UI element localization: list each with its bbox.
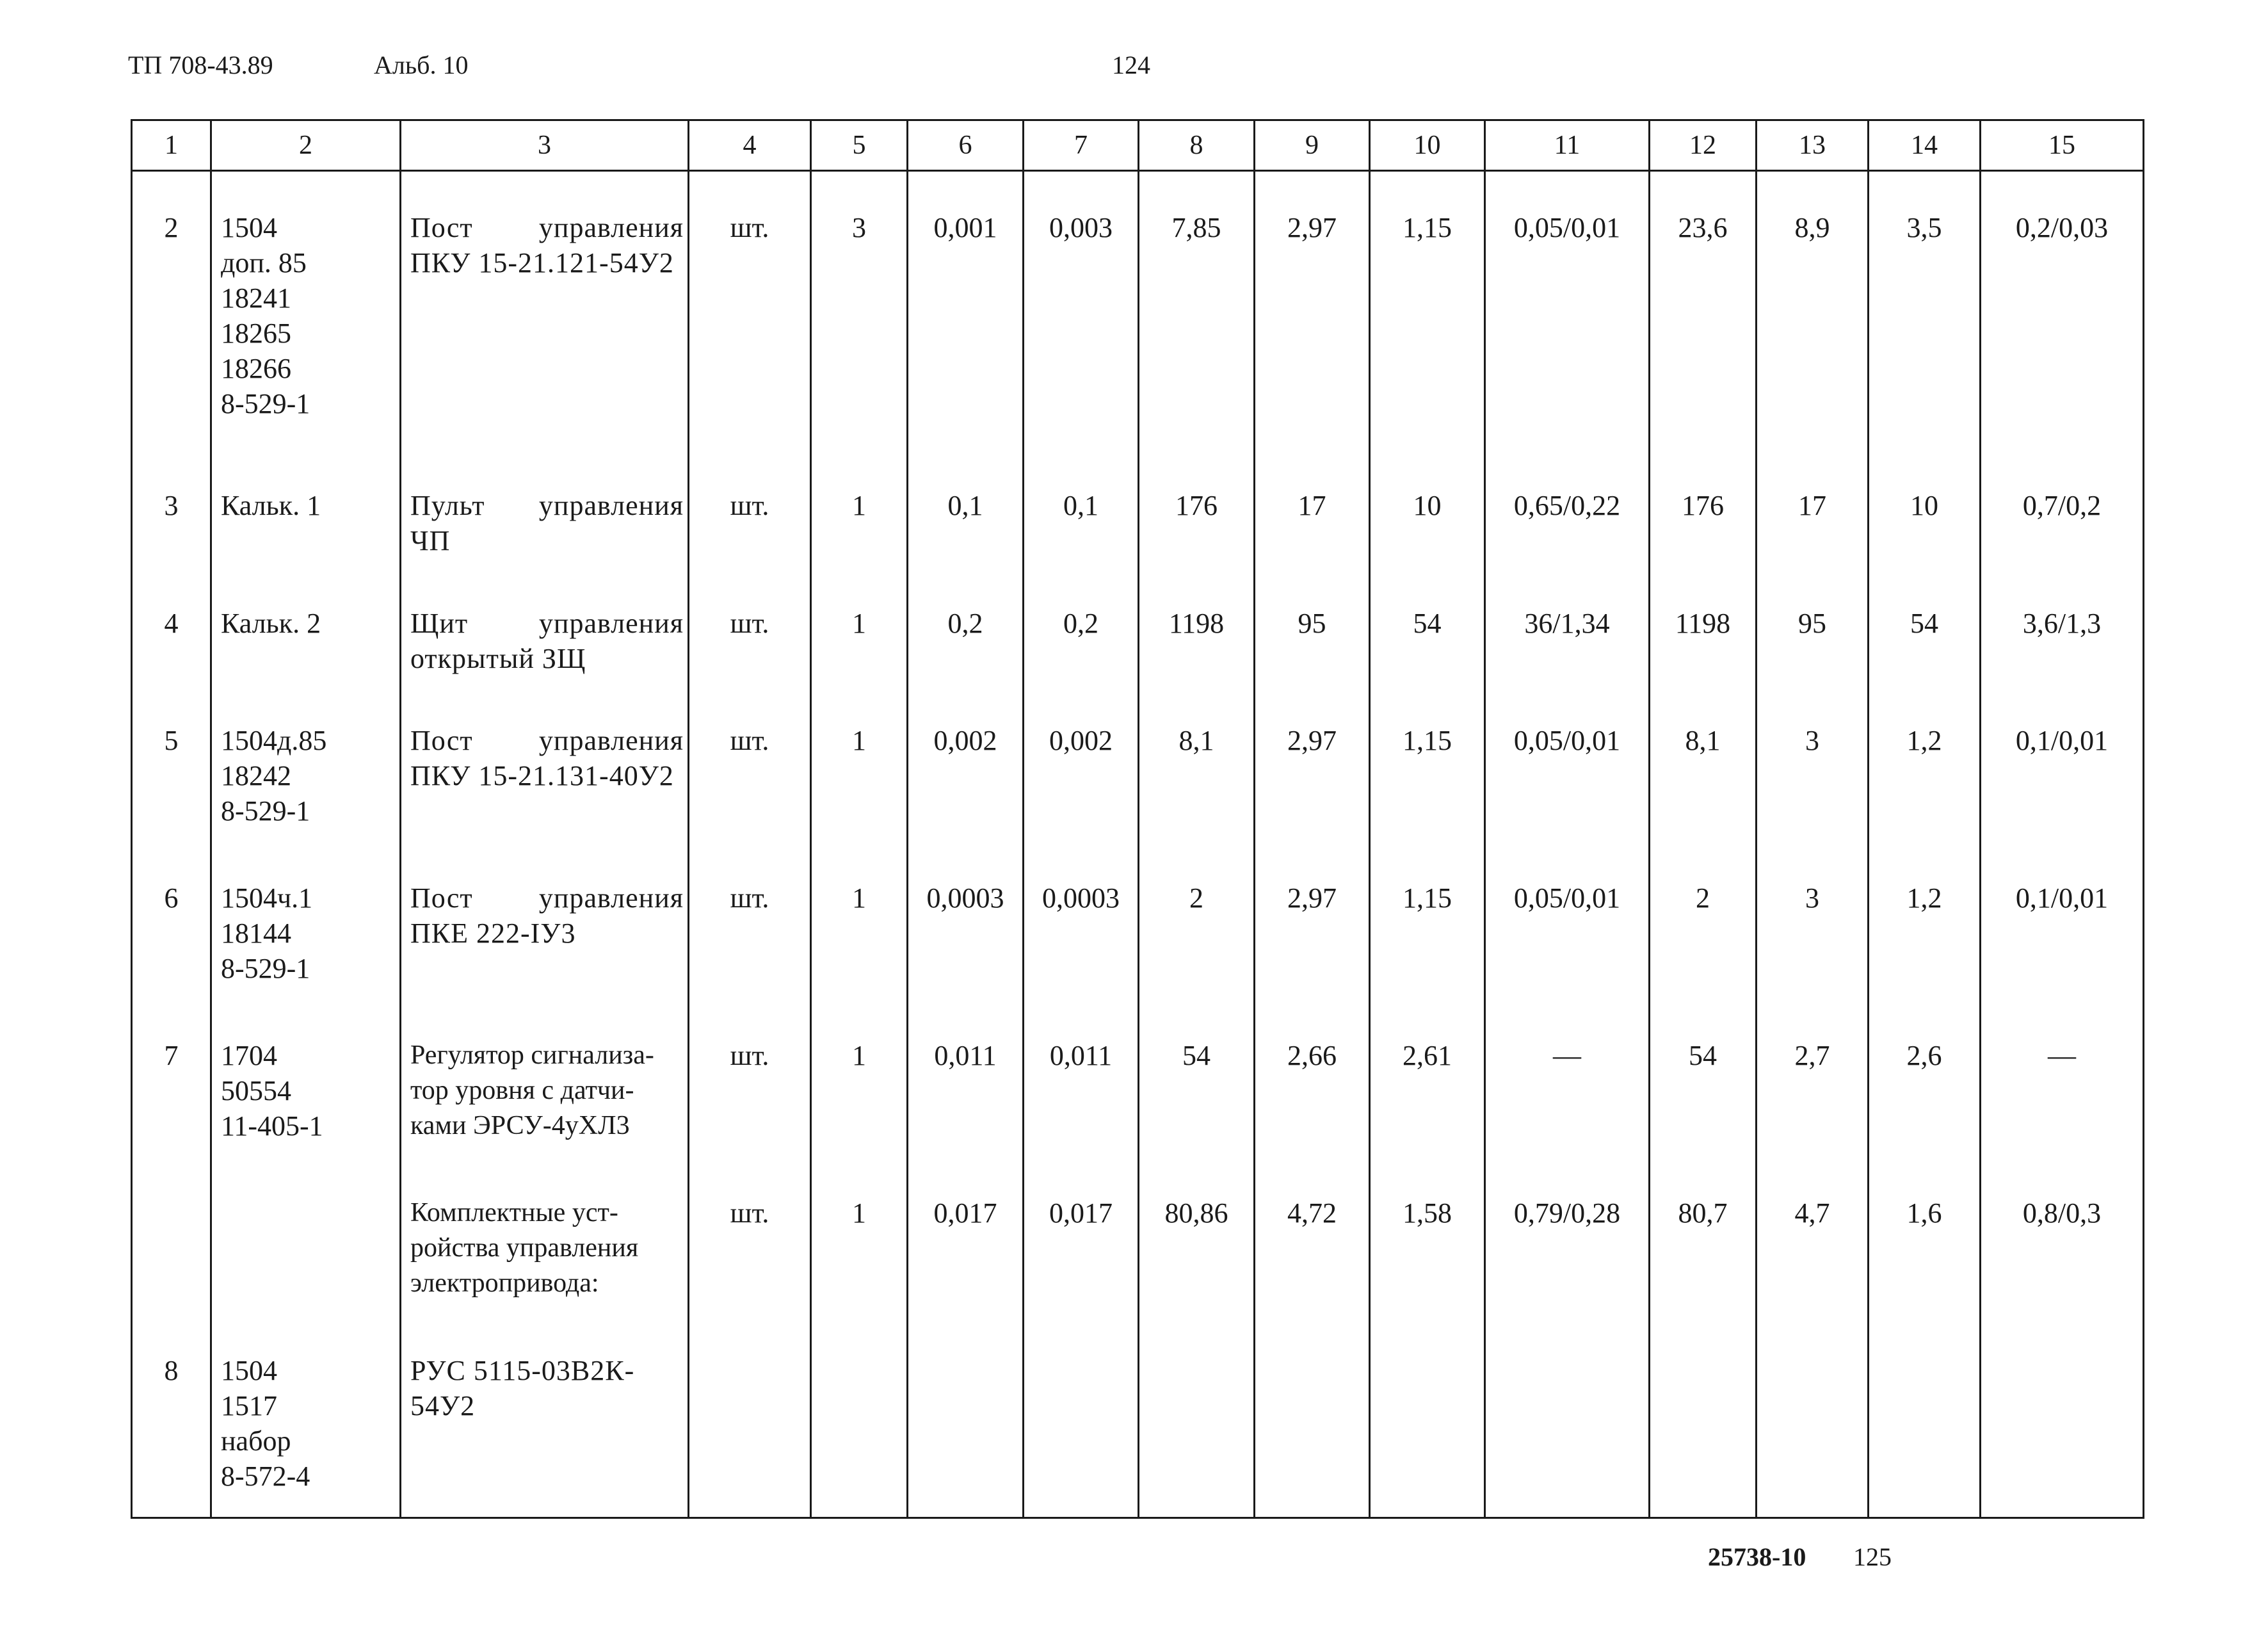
item-name: Пост управления ПКУ 15-21.131-40У2 (401, 690, 689, 847)
value-col13: 3 (1757, 690, 1869, 847)
value-col11 (1485, 1320, 1650, 1517)
page-number-top: 124 (1112, 51, 1150, 79)
value-col9: 2,97 (1255, 171, 1370, 455)
value-col8: 80,86 (1139, 1162, 1255, 1320)
value-col10: 10 (1370, 455, 1485, 572)
value-col8: 7,85 (1139, 171, 1255, 455)
value-col12: 80,7 (1650, 1162, 1757, 1320)
value-col13: 4,7 (1757, 1162, 1869, 1320)
value-col12 (1650, 1320, 1757, 1517)
item-name: Щит управления открытый ЗЩ (401, 572, 689, 690)
item-number: 6 (132, 847, 211, 1005)
value-col6: 0,0003 (908, 847, 1024, 1005)
value-col10: 1,15 (1370, 847, 1485, 1005)
item-number: 4 (132, 572, 211, 690)
reference (211, 1162, 401, 1320)
value-col6: 0,011 (908, 1005, 1024, 1162)
value-col6: 0,1 (908, 455, 1024, 572)
value-col13 (1757, 1320, 1869, 1517)
value-col7: 0,003 (1024, 171, 1139, 455)
value-col6: 0,2 (908, 572, 1024, 690)
value-col8: 2 (1139, 847, 1255, 1005)
value-col7: 0,011 (1024, 1005, 1139, 1162)
reference: 1704 50554 11-405-1 (211, 1005, 401, 1162)
value-col8: 1198 (1139, 572, 1255, 690)
value-col14: 54 (1869, 572, 1981, 690)
value-col7: 0,017 (1024, 1162, 1139, 1320)
reference: Кальк. 1 (211, 455, 401, 572)
column-header: 7 (1024, 120, 1139, 171)
quantity: 1 (811, 690, 908, 847)
value-col8 (1139, 1320, 1255, 1517)
reference: 1504ч.1 18144 8-529-1 (211, 847, 401, 1005)
value-col14 (1869, 1320, 1981, 1517)
unit: шт. (689, 1005, 811, 1162)
value-col10: 2,61 (1370, 1005, 1485, 1162)
column-header: 8 (1139, 120, 1255, 171)
value-col7: 0,0003 (1024, 847, 1139, 1005)
value-col6: 0,001 (908, 171, 1024, 455)
value-col12: 2 (1650, 847, 1757, 1005)
value-col15: 0,1/0,01 (1981, 847, 2144, 1005)
value-col9: 2,97 (1255, 847, 1370, 1005)
page-number-bottom: 125 (1853, 1542, 1892, 1571)
value-col15: 3,6/1,3 (1981, 572, 2144, 690)
value-col12: 54 (1650, 1005, 1757, 1162)
value-col15: 0,2/0,03 (1981, 171, 2144, 455)
value-col8: 54 (1139, 1005, 1255, 1162)
value-col12: 8,1 (1650, 690, 1757, 847)
unit: шт. (689, 690, 811, 847)
value-col14: 10 (1869, 455, 1981, 572)
item-name: Комплектные уст- ройства управления электропривода: (401, 1162, 689, 1320)
value-col11: 0,65/0,22 (1485, 455, 1650, 572)
document-code: ТП 708-43.89 (128, 51, 273, 79)
value-col13: 3 (1757, 847, 1869, 1005)
value-col14: 1,2 (1869, 690, 1981, 847)
column-header: 11 (1485, 120, 1650, 171)
unit: шт. (689, 1162, 811, 1320)
table-row (132, 455, 2144, 572)
value-col14: 2,6 (1869, 1005, 1981, 1162)
value-col7: 0,1 (1024, 455, 1139, 572)
value-col14: 1,6 (1869, 1162, 1981, 1320)
value-col10: 54 (1370, 572, 1485, 690)
column-header: 15 (1981, 120, 2144, 171)
column-header: 10 (1370, 120, 1485, 171)
column-header: 9 (1255, 120, 1370, 171)
item-name: Пост управления ПКУ 15-21.121-54У2 (401, 171, 689, 455)
column-header: 13 (1757, 120, 1869, 171)
item-number: 5 (132, 690, 211, 847)
specification-table (131, 119, 2144, 1519)
table-row (132, 1320, 2144, 1517)
column-header: 5 (811, 120, 908, 171)
unit (689, 1320, 811, 1517)
item-number (132, 1162, 211, 1320)
value-col13: 95 (1757, 572, 1869, 690)
value-col11: 36/1,34 (1485, 572, 1650, 690)
quantity: 3 (811, 171, 908, 455)
table-row (132, 171, 2144, 455)
column-header: 3 (401, 120, 689, 171)
column-header: 12 (1650, 120, 1757, 171)
value-col9 (1255, 1320, 1370, 1517)
table-row (132, 847, 2144, 1005)
column-header: 2 (211, 120, 401, 171)
value-col8: 176 (1139, 455, 1255, 572)
value-col9: 2,66 (1255, 1005, 1370, 1162)
reference: Кальк. 2 (211, 572, 401, 690)
unit: шт. (689, 572, 811, 690)
value-col9: 4,72 (1255, 1162, 1370, 1320)
value-col11: — (1485, 1005, 1650, 1162)
quantity: 1 (811, 455, 908, 572)
value-col10 (1370, 1320, 1485, 1517)
value-col15: 0,8/0,3 (1981, 1162, 2144, 1320)
value-col9: 2,97 (1255, 690, 1370, 847)
album-number: Альб. 10 (374, 51, 469, 79)
table-row (132, 1005, 2144, 1162)
quantity (811, 1320, 908, 1517)
value-col6: 0,002 (908, 690, 1024, 847)
value-col12: 23,6 (1650, 171, 1757, 455)
value-col11: 0,05/0,01 (1485, 690, 1650, 847)
item-number: 3 (132, 455, 211, 572)
reference: 1504 доп. 85 18241 18265 18266 8-529-1 (211, 171, 401, 455)
column-header: 1 (132, 120, 211, 171)
value-col7: 0,002 (1024, 690, 1139, 847)
item-number: 2 (132, 171, 211, 455)
value-col7: 0,2 (1024, 572, 1139, 690)
value-col9: 17 (1255, 455, 1370, 572)
value-col15 (1981, 1320, 2144, 1517)
value-col11: 0,05/0,01 (1485, 847, 1650, 1005)
quantity: 1 (811, 1162, 908, 1320)
value-col10: 1,15 (1370, 171, 1485, 455)
item-name: Пост управления ПКЕ 222-IУ3 (401, 847, 689, 1005)
value-col12: 176 (1650, 455, 1757, 572)
reference: 1504 1517 набор 8-572-4 (211, 1320, 401, 1517)
value-col13: 8,9 (1757, 171, 1869, 455)
table-row (132, 690, 2144, 847)
value-col11: 0,79/0,28 (1485, 1162, 1650, 1320)
table-filler-row (132, 1517, 2144, 1518)
column-header: 4 (689, 120, 811, 171)
unit: шт. (689, 455, 811, 572)
value-col13: 17 (1757, 455, 1869, 572)
quantity: 1 (811, 572, 908, 690)
value-col15: 0,7/0,2 (1981, 455, 2144, 572)
item-name: Пульт управления ЧП (401, 455, 689, 572)
value-col10: 1,58 (1370, 1162, 1485, 1320)
value-col10: 1,15 (1370, 690, 1485, 847)
value-col14: 1,2 (1869, 847, 1981, 1005)
table-row (132, 572, 2144, 690)
value-col8: 8,1 (1139, 690, 1255, 847)
value-col15: 0,1/0,01 (1981, 690, 2144, 847)
quantity: 1 (811, 847, 908, 1005)
value-col7 (1024, 1320, 1139, 1517)
item-number: 8 (132, 1320, 211, 1517)
unit: шт. (689, 847, 811, 1005)
unit: шт. (689, 171, 811, 455)
value-col12: 1198 (1650, 572, 1757, 690)
column-header: 6 (908, 120, 1024, 171)
table-row (132, 1162, 2144, 1320)
quantity: 1 (811, 1005, 908, 1162)
value-col11: 0,05/0,01 (1485, 171, 1650, 455)
reference: 1504д.85 18242 8-529-1 (211, 690, 401, 847)
item-number: 7 (132, 1005, 211, 1162)
value-col15: — (1981, 1005, 2144, 1162)
item-name: РУС 5115-03В2К- 54У2 (401, 1320, 689, 1517)
column-header: 14 (1869, 120, 1981, 171)
footer-document-code: 25738-10 (1708, 1542, 1806, 1571)
value-col9: 95 (1255, 572, 1370, 690)
item-name: Регулятор сигнализа- тор уровня с датчи- ками ЭРСУ-4уХЛ3 (401, 1005, 689, 1162)
value-col14: 3,5 (1869, 171, 1981, 455)
value-col6: 0,017 (908, 1162, 1024, 1320)
value-col6 (908, 1320, 1024, 1517)
column-number-row (132, 120, 2144, 171)
value-col13: 2,7 (1757, 1005, 1869, 1162)
